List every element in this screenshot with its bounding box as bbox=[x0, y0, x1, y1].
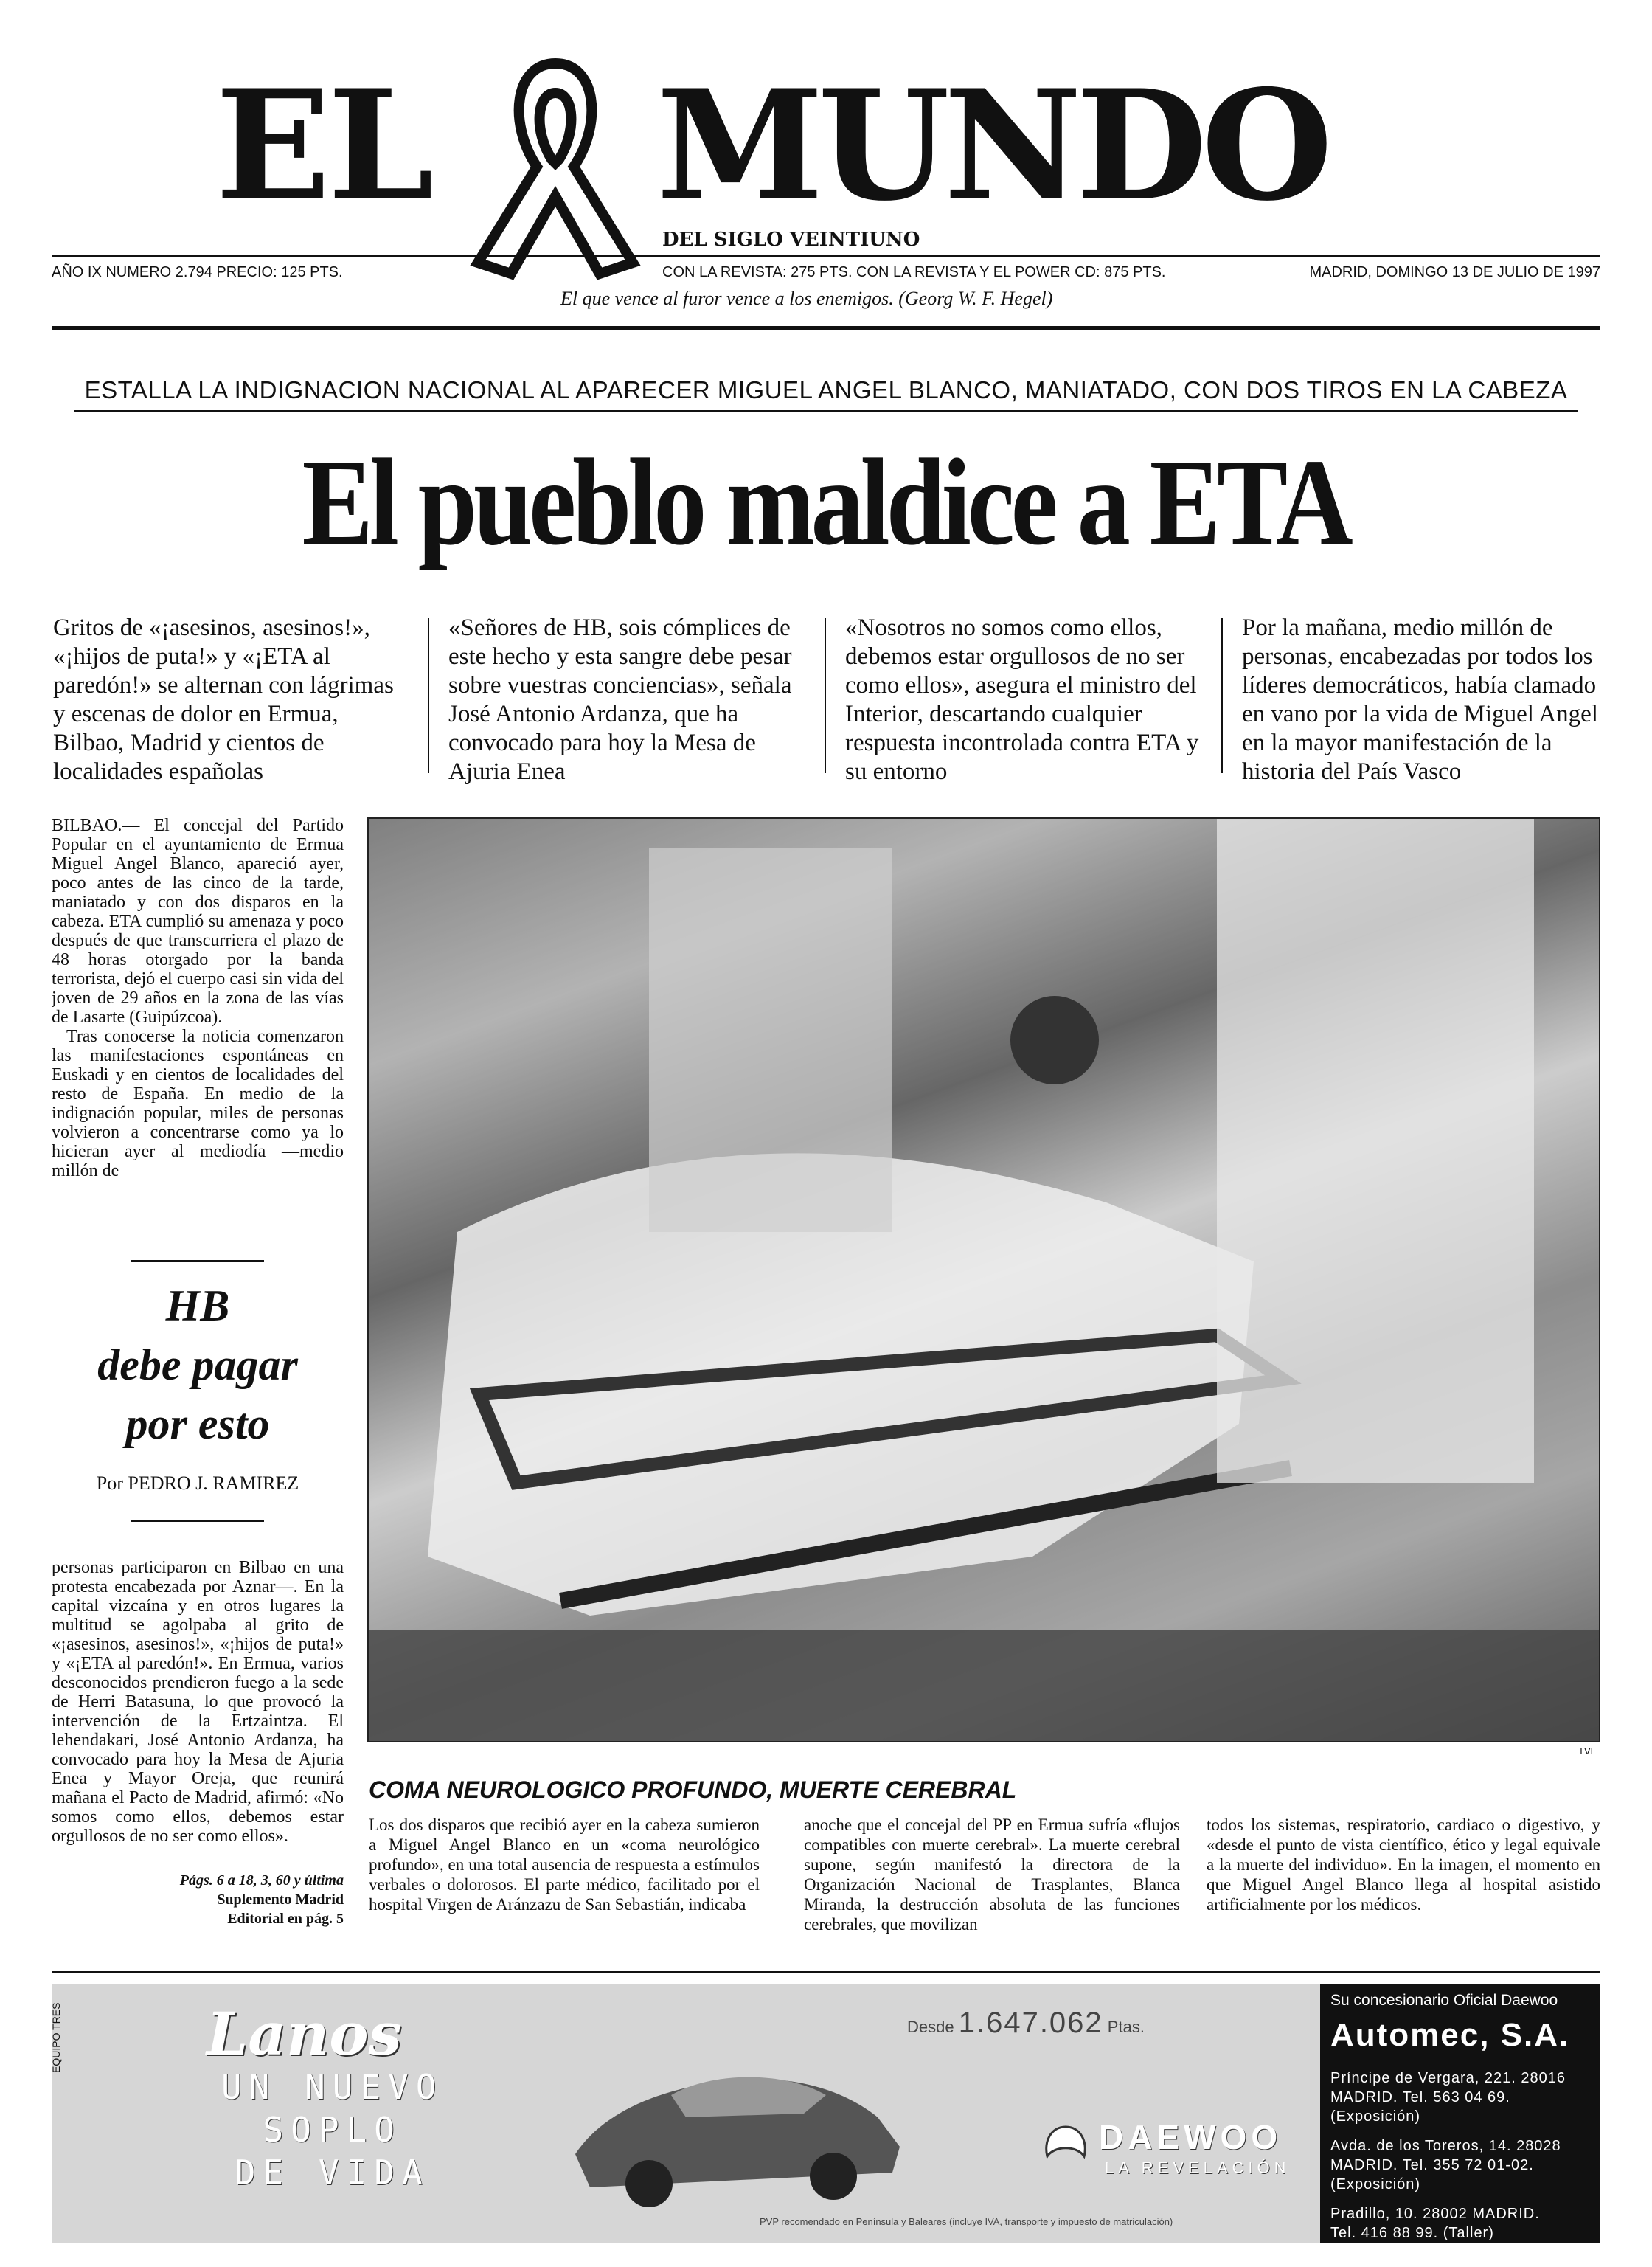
daewoo-ad bbox=[52, 1984, 1320, 2243]
headline: El pueblo maldice a ETA bbox=[302, 434, 1350, 571]
masthead-subtitle: DEL SIGLO VEINTIUNO bbox=[662, 229, 920, 251]
ad-rule bbox=[52, 1971, 1600, 1973]
dealer-address-line: Pradillo, 10. 28002 MADRID. bbox=[1330, 2206, 1540, 2222]
lead-paragraph: BILBAO.— El concejal del Partido Popular en el ayuntamiento de Ermua Miguel Angel Blanco, apareció ayer, poco antes de las cinco de la tarde, maniatado y con dos disparos en la cabeza. ETA cumplió su amenaza y poco después de que transcurriera el plazo de 48 horas otorgado por la banda terrorista, dejó el cuerpo casi sin vida del joven de 29 años en la zona de las vías de Lasarte (Guipúzcoa). bbox=[52, 816, 344, 1027]
dealer-address-line: Avda. de los Toreros, 14. 28028 bbox=[1330, 2138, 1561, 2154]
ribbon-icon bbox=[456, 41, 655, 285]
caption-col-1: Los dos disparos que recibió ayer en la cabeza sumieron a Miguel Angel Blanco en un «coma neurológico profundo», en una total ausencia de respuesta a estímulos verbales o dolorosos. El parte médico, facilitado por el hospital Virgen de Aránzazu de San Sebastián, indicaba bbox=[369, 1816, 760, 1914]
ad-price-line bbox=[907, 2007, 1145, 2040]
car-icon bbox=[560, 2029, 914, 2213]
ad-model: Lanos bbox=[206, 1999, 402, 2069]
opinion-byline: Por PEDRO J. RAMIREZ bbox=[96, 1472, 299, 1494]
lead-story-part1 bbox=[52, 816, 344, 1222]
masthead-bottom-rule bbox=[52, 326, 1600, 330]
dealer-address-line: Príncipe de Vergara, 221. 28016 bbox=[1330, 2070, 1566, 2086]
masthead-el: EL bbox=[215, 58, 431, 235]
opinion-rule-bottom bbox=[131, 1520, 264, 1522]
dealer-address-line: MADRID. Tel. 563 04 69. (Exposición) bbox=[1330, 2089, 1510, 2125]
lead-story-part3: personas participaron en Bilbao en una protesta encabezada por Aznar—. En la capital vizcaína y en otros lugares la multitud se agolpaba al grito de «¡asesinos, asesinos!», «¡hijos de puta!» y «¡ETA al paredón!». En Ermua, varios desconocidos prendieron fuego a la sede de Herri Batasuna, lo que provocó la intervención de la Ertzaintza. El lehendakari, José Antonio Ardanza, ha convocado para hoy la Mesa de Ajuria Enea y Mayor Oreja, que reunirá mañana el Pacto de Madrid, afirmó: «No somos como ellos, debemos estar orgullosos de no ser como ellos». bbox=[52, 1558, 344, 1846]
photo-credit: TVE bbox=[1578, 1745, 1597, 1757]
ad-slogan-line: DE VIDA bbox=[235, 2153, 430, 2192]
opinion-title-line: por esto bbox=[125, 1399, 270, 1448]
caption-title: COMA NEUROLOGICO PROFUNDO, MUERTE CEREBRAL bbox=[369, 1776, 1017, 1803]
headline-wrap bbox=[52, 432, 1600, 574]
page-refs bbox=[52, 1871, 344, 1928]
ad-fine-print: PVP recomendado en Península y Baleares (incluye IVA, transporte y impuesto de matriculación) bbox=[760, 2216, 1173, 2227]
dealer-addresses bbox=[1330, 2069, 1590, 2243]
subhead-2: «Señores de HB, sois cómplices de este hecho y esta sangre debe pesar sobre vuestras conciencias», señala José Antonio Ardanza, que ha convocado para hoy la Mesa de Ajuria Enea bbox=[448, 615, 792, 785]
dealer-label: Su concesionario Oficial Daewoo bbox=[1330, 1992, 1558, 2009]
ad-agency: EQUIPO TRES bbox=[50, 2002, 62, 2073]
deck-rule bbox=[74, 410, 1578, 412]
subhead-4: Por la mañana, medio millón de personas, encabezadas por todos los líderes democráticos, había clamado en vano por la vida de Miguel Angel en la mayor manifestación de la historia del País Vasco bbox=[1242, 615, 1598, 785]
ad-slogan-line: UN NUEVO bbox=[221, 2067, 444, 2107]
caption-col-3: todos los sistemas, respiratorio, cardiaco o digestivo, y «desde el punto de vista científico, ético y legal equivale a la muerte del individuo». En la imagen, el momento en que Miguel Angel Blanco llega al hospital asistido artificialmente por los médicos. bbox=[1207, 1816, 1600, 1914]
ad-brand-tagline: LA REVELACIÓN bbox=[1105, 2159, 1291, 2177]
subhead-1: Gritos de «¡asesinos, asesinos!», «¡hijos de puta!» y «¡ETA al paredón!» se alternan con lágrimas y escenas de dolor en Ermua, Bilbao, Madrid y cientos de localidades españolas bbox=[53, 615, 394, 785]
news-photo bbox=[367, 817, 1600, 1742]
opinion-title-line: debe pagar bbox=[97, 1340, 298, 1389]
ad-price: 1.647.062 bbox=[958, 2007, 1103, 2039]
page-ref: Suplemento Madrid bbox=[217, 1892, 344, 1908]
subhead-divider bbox=[825, 618, 826, 773]
ad-price-unit: Ptas. bbox=[1107, 2018, 1145, 2036]
page-ref: Págs. 6 a 18, 3, 60 y última bbox=[179, 1872, 344, 1889]
edition-info: AÑO IX NUMERO 2.794 PRECIO: 125 PTS. bbox=[52, 264, 343, 280]
ad-slogan bbox=[221, 2066, 444, 2194]
subhead-divider bbox=[428, 618, 429, 773]
dealer-address-line: Tel. 416 88 99. (Taller) bbox=[1330, 2225, 1494, 2241]
page-ref: Editorial en pág. 5 bbox=[227, 1911, 344, 1927]
ad-slogan-line: SOPLO bbox=[263, 2110, 403, 2150]
dealer-name: Automec, S.A. bbox=[1330, 2017, 1570, 2053]
lead-paragraph: Tras conocerse la noticia comenzaron las manifestaciones espontáneas en Euskadi y en cientos de localidades del resto de España. En medio de la indignación popular, miles de personas volvieron a concentrarse como ya lo hicieran ayer al mediodía —medio millón de bbox=[52, 1027, 344, 1180]
dealer-panel bbox=[1320, 1984, 1600, 2243]
ad-price-label: Desde bbox=[907, 2018, 954, 2036]
dealer-address-line: MADRID. Tel. 355 72 01-02. (Exposición) bbox=[1330, 2157, 1534, 2192]
masthead-rule bbox=[52, 255, 1600, 257]
subhead-3: «Nosotros no somos como ellos, debemos estar orgullosos de no ser como ellos», asegura el ministro del Interior, descartando cualquier respuesta incontrolada contra ETA y su entorno bbox=[845, 615, 1199, 785]
edition-date: MADRID, DOMINGO 13 DE JULIO DE 1997 bbox=[1309, 264, 1600, 280]
opinion-rule-top bbox=[131, 1260, 264, 1262]
opinion-title bbox=[52, 1276, 344, 1453]
masthead-quote: El que vence al furor vence a los enemigos. (Georg W. F. Hegel) bbox=[560, 288, 1053, 309]
deck-line: ESTALLA LA INDIGNACION NACIONAL AL APARECER MIGUEL ANGEL BLANCO, MANIATADO, CON DOS TIROS EN LA CABEZA bbox=[84, 376, 1568, 404]
ad-brand: DAEWOO bbox=[1099, 2118, 1283, 2156]
photo-scene-icon bbox=[369, 819, 1599, 1741]
masthead-mundo: MUNDO bbox=[656, 58, 1328, 235]
opinion-title-line: HB bbox=[165, 1281, 230, 1330]
caption-col-2: anoche que el concejal del PP en Ermua sufría «flujos compatibles con muerte cerebral». La muerte cerebral supone, según manifestó la directora de la Organización Nacional de Trasplantes, Blanca Miranda, la destrucción absoluta de las funciones cerebrales, que movilizan bbox=[804, 1816, 1180, 1934]
edition-prices: CON LA REVISTA: 275 PTS. CON LA REVISTA Y EL POWER CD: 875 PTS. bbox=[662, 264, 1166, 280]
daewoo-logo-icon bbox=[1040, 2123, 1092, 2167]
subhead-divider bbox=[1221, 618, 1223, 773]
